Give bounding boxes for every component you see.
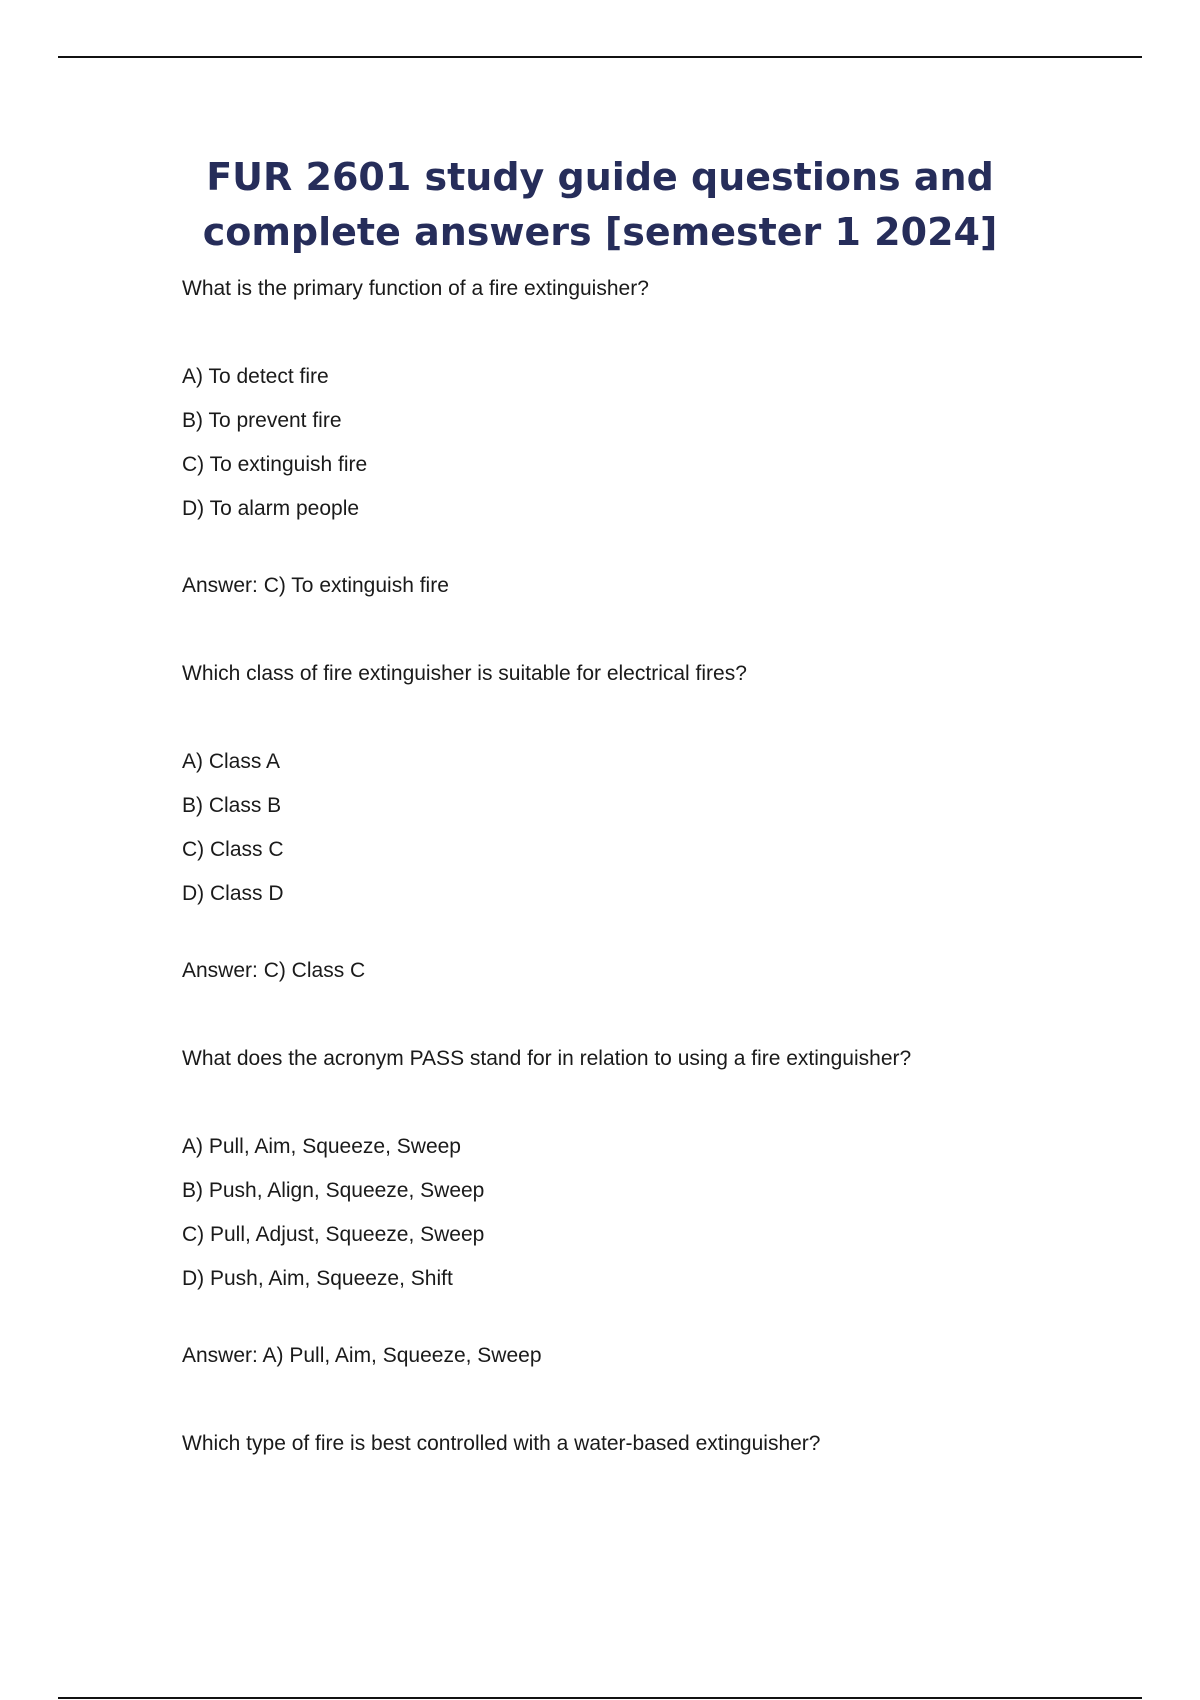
option-c: C) Pull, Adjust, Squeeze, Sweep (182, 1223, 485, 1246)
question-block-1 (182, 272, 1082, 602)
question-text: Which class of fire extinguisher is suitable for electrical fires? (182, 662, 747, 685)
option-a: A) Pull, Aim, Squeeze, Sweep (182, 1135, 461, 1158)
option-b: B) To prevent fire (182, 409, 342, 432)
option-a: A) Class A (182, 750, 281, 773)
question-text: What is the primary function of a fire extinguisher? (182, 277, 649, 300)
answer-text: Answer: C) To extinguish fire (182, 574, 449, 597)
option-c: C) To extinguish fire (182, 453, 368, 476)
answer-text: Answer: C) Class C (182, 959, 366, 982)
question-block-3 (182, 1042, 1082, 1372)
header-rule (58, 56, 1142, 58)
option-list (182, 360, 1082, 525)
question-text: What does the acronym PASS stand for in relation to using a fire extinguisher? (182, 1047, 912, 1070)
answer-text: Answer: A) Pull, Aim, Squeeze, Sweep (182, 1344, 542, 1367)
option-list (182, 745, 1082, 910)
question-block-4 (182, 1427, 1082, 1460)
document-title: FUR 2601 study guide questions and complete answers [semester 1 2024] (202, 155, 998, 254)
question-text: Which type of fire is best controlled with a water-based extinguisher? (182, 1432, 821, 1455)
option-list (182, 1130, 1082, 1295)
option-b: B) Push, Align, Squeeze, Sweep (182, 1179, 485, 1202)
option-d: D) Push, Aim, Squeeze, Shift (182, 1267, 453, 1290)
question-block-2 (182, 657, 1082, 987)
option-a: A) To detect fire (182, 365, 329, 388)
option-b: B) Class B (182, 794, 282, 817)
footer-rule (58, 1697, 1142, 1699)
option-d: D) Class D (182, 882, 284, 905)
option-c: C) Class C (182, 838, 284, 861)
option-d: D) To alarm people (182, 497, 360, 520)
document-body (182, 272, 1082, 1515)
